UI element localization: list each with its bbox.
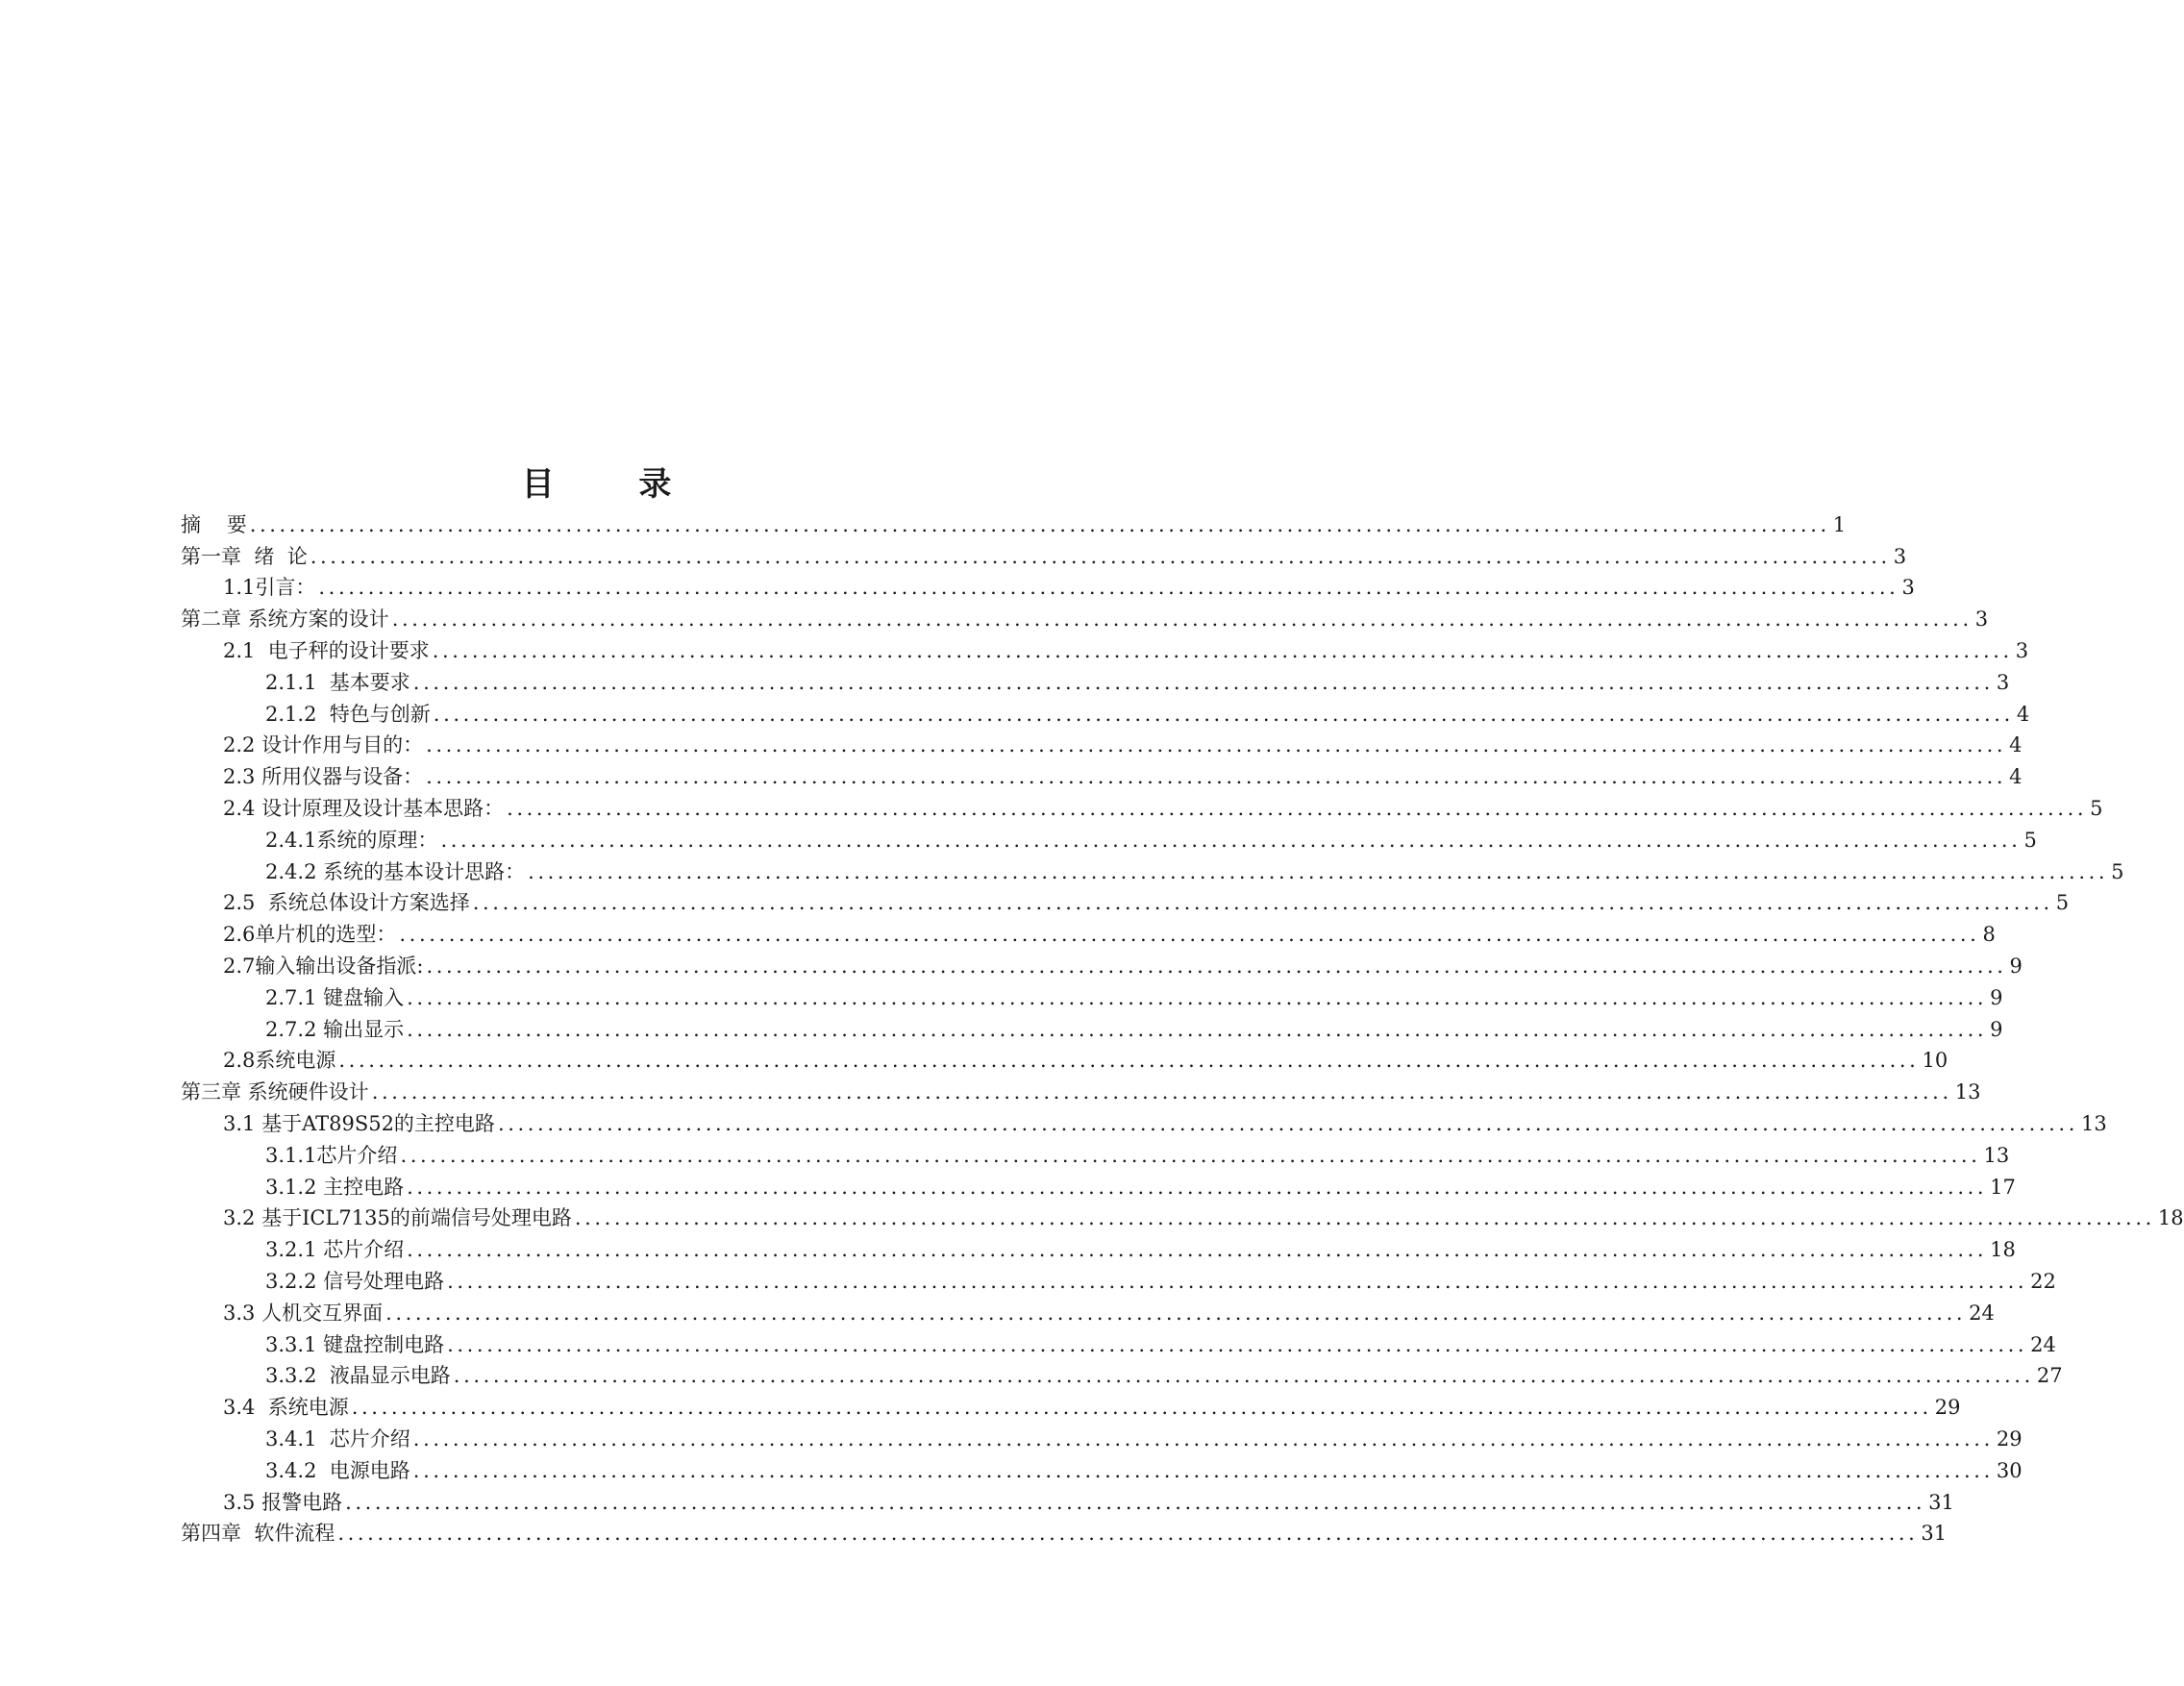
- toc-dot-leader: ................................................................................................................................................................: [412, 670, 1994, 694]
- toc-entry-label: 第三章 系统硬件设计: [181, 1080, 369, 1104]
- toc-entry[interactable]: [181, 1326, 2056, 1357]
- toc-dot-leader: ................................................................................................................................................................: [391, 607, 1973, 632]
- toc-entry-page: 18: [1990, 1238, 2016, 1262]
- toc-entry-page: 5: [2111, 859, 2124, 883]
- toc-entry-page: 4: [2009, 733, 2023, 757]
- toc-dot-leader: ................................................................................................................................................................: [507, 796, 2088, 820]
- toc-entry[interactable]: [181, 1168, 2016, 1200]
- toc-entry[interactable]: [181, 947, 2023, 979]
- toc-entry-label: 3.4.2 电源电路: [265, 1458, 410, 1482]
- toc-dot-leader: ................................................................................................................................................................: [338, 1049, 1920, 1073]
- toc-entry-page: 4: [2009, 765, 2023, 789]
- toc-dot-leader: ................................................................................................................................................................: [447, 1269, 2028, 1293]
- toc-dot-leader: ................................................................................................................................................................: [453, 1364, 2034, 1388]
- toc-entry-page: 31: [1928, 1490, 1954, 1514]
- toc-dot-leader: ................................................................................................................................................................: [497, 1111, 2078, 1135]
- toc-entry-page: 29: [1934, 1396, 1961, 1420]
- toc-entry-page: 3: [2015, 638, 2029, 662]
- toc-entry-label: 3.1.1芯片介绍: [265, 1143, 398, 1167]
- toc-dot-leader: ................................................................................................................................................................: [440, 828, 2022, 852]
- toc-dot-leader: ................................................................................................................................................................: [407, 1017, 1988, 1041]
- toc-dot-leader: ................................................................................................................................................................: [318, 576, 1899, 600]
- toc-entry-page: 3: [1974, 607, 1989, 632]
- toc-entry-page: 3: [1893, 544, 1907, 568]
- toc-entry-label: 2.8系统电源: [223, 1049, 336, 1073]
- toc-entry-label: 2.7输入输出设备指派:: [223, 954, 424, 978]
- toc-entry[interactable]: [181, 663, 2010, 695]
- toc-entry[interactable]: [181, 537, 1907, 569]
- toc-dot-leader: ................................................................................................................................................................: [426, 765, 2007, 789]
- toc-entry-page: 29: [1996, 1426, 2023, 1450]
- toc-dot-leader: ................................................................................................................................................................: [426, 733, 2007, 757]
- toc-entry[interactable]: [181, 1136, 2010, 1168]
- toc-entry-label: 2.3 所用仪器与设备：: [223, 765, 424, 789]
- toc-dot-leader: ................................................................................................................................................................: [371, 1080, 1952, 1104]
- toc-entry[interactable]: [181, 1294, 1995, 1326]
- toc-dot-leader: ................................................................................................................................................................: [412, 1426, 1994, 1450]
- toc-entry[interactable]: [181, 1262, 2056, 1294]
- toc-entry[interactable]: [181, 915, 1996, 947]
- toc-entry-page: 13: [1954, 1080, 1981, 1104]
- toc-entry-label: 2.2 设计作用与目的：: [223, 733, 424, 757]
- toc-entry-label: 2.6单片机的选型：: [223, 923, 397, 947]
- toc-entry[interactable]: [181, 1357, 2063, 1389]
- toc-entry[interactable]: [181, 884, 2070, 916]
- toc-entry-page: 9: [2009, 954, 2023, 978]
- toc-entry-label: 3.2 基于ICL7135的前端信号处理电路: [223, 1206, 572, 1230]
- toc-entry[interactable]: [181, 569, 1915, 601]
- toc-entry-label: 2.1.1 基本要求: [265, 670, 410, 694]
- toc-entry-label: 2.4 设计原理及设计基本思路：: [223, 796, 505, 820]
- toc-entry-label: 2.1 电子秤的设计要求: [223, 638, 430, 662]
- toc-entry[interactable]: [181, 1200, 2184, 1231]
- toc-entry-page: 13: [1983, 1143, 2010, 1167]
- toc-entry-page: 9: [1990, 1017, 2003, 1041]
- toc-entry-page: 18: [2157, 1206, 2184, 1230]
- toc-dot-leader: ................................................................................................................................................................: [400, 1143, 1981, 1167]
- toc-entry[interactable]: [181, 1420, 2023, 1451]
- toc-entry-label: 2.1.2 特色与创新: [265, 702, 431, 726]
- toc-entry-page: 1: [1832, 512, 1847, 536]
- toc-dot-leader: ................................................................................................................................................................: [345, 1490, 1926, 1514]
- toc-entry-label: 3.2.2 信号处理电路: [265, 1269, 445, 1293]
- toc-entry-page: 24: [1969, 1301, 1995, 1325]
- toc-entry[interactable]: [181, 1388, 1961, 1420]
- toc-entry[interactable]: [181, 695, 2030, 727]
- toc-entry-page: 4: [2016, 702, 2030, 726]
- toc-entry-page: 5: [2023, 828, 2037, 852]
- toc-dot-leader: ................................................................................................................................................................: [351, 1396, 1932, 1420]
- toc-entry[interactable]: [181, 1073, 1981, 1104]
- toc-entry-page: 3: [1996, 670, 2010, 694]
- toc-entry-page: 22: [2030, 1269, 2056, 1293]
- toc-entry[interactable]: [181, 821, 2037, 853]
- toc-entry-page: 5: [2090, 796, 2103, 820]
- toc-entry[interactable]: [181, 757, 2023, 789]
- toc-entry-page: 31: [1921, 1522, 1948, 1546]
- toc-entry[interactable]: [181, 632, 2029, 663]
- toc-dot-leader: ................................................................................................................................................................: [472, 891, 2053, 915]
- toc-entry-label: 1.1引言：: [223, 576, 316, 600]
- toc-entry-label: 第二章 系统方案的设计: [181, 607, 389, 632]
- toc-entry[interactable]: [181, 600, 1989, 632]
- toc-entry[interactable]: [181, 1104, 2107, 1136]
- toc-entry-label: 第一章 绪 论: [181, 544, 308, 568]
- toc-entry-label: 3.3 人机交互界面: [223, 1301, 384, 1325]
- toc-entry-page: 17: [1990, 1175, 2016, 1199]
- toc-entry-page: 3: [1901, 576, 1915, 600]
- toc-dot-leader: ................................................................................................................................................................: [407, 985, 1988, 1009]
- toc-entry-label: 2.4.2 系统的基本设计思路：: [265, 859, 526, 883]
- toc-entry-label: 3.2.1 芯片介绍: [265, 1238, 405, 1262]
- toc-entry-label: 3.4 系统电源: [223, 1396, 349, 1420]
- toc-entry-label: 2.5 系统总体设计方案选择: [223, 891, 470, 915]
- toc-dot-leader: ................................................................................................................................................................: [385, 1301, 1967, 1325]
- toc-entry-label: 2.7.1 键盘输入: [265, 985, 405, 1009]
- toc-entry-page: 8: [1982, 923, 1996, 947]
- toc-dot-leader: ................................................................................................................................................................: [426, 954, 2007, 978]
- toc-entry-label: 3.1 基于AT89S52的主控电路: [223, 1111, 495, 1135]
- toc-entry[interactable]: [181, 979, 2003, 1010]
- toc-title: 目 录: [521, 465, 708, 504]
- toc-entry[interactable]: [181, 853, 2124, 884]
- toc-entry-label: 2.7.2 输出显示: [265, 1017, 405, 1041]
- toc-entry[interactable]: [181, 1230, 2016, 1262]
- toc-entry-page: 5: [2055, 891, 2070, 915]
- toc-entry-label: 3.3.2 液晶显示电路: [265, 1364, 451, 1388]
- toc-dot-leader: ................................................................................................................................................................: [337, 1522, 1919, 1546]
- toc-dot-leader: ................................................................................................................................................................: [399, 923, 1980, 947]
- toc-entry-page: 30: [1996, 1458, 2023, 1482]
- toc-entry[interactable]: [181, 727, 2023, 758]
- toc-dot-leader: ................................................................................................................................................................: [407, 1175, 1988, 1199]
- toc-entry-page: 27: [2036, 1364, 2063, 1388]
- toc-entry[interactable]: [181, 789, 2103, 821]
- toc-entry[interactable]: [181, 1451, 2023, 1483]
- toc-dot-leader: ................................................................................................................................................................: [528, 859, 2109, 883]
- toc-entry-page: 10: [1922, 1049, 1948, 1073]
- toc-entry-page: 13: [2080, 1111, 2107, 1135]
- toc-entry[interactable]: [181, 1010, 2003, 1042]
- toc-entry-label: 2.4.1系统的原理：: [265, 828, 438, 852]
- toc-entry-page: 24: [2030, 1332, 2056, 1356]
- toc-dot-leader: ................................................................................................................................................................: [249, 512, 1830, 536]
- table-of-contents: [181, 506, 2184, 1546]
- toc-entry-label: 3.3.1 键盘控制电路: [265, 1332, 445, 1356]
- toc-entry-label: 3.1.2 主控电路: [265, 1175, 405, 1199]
- toc-entry-label: 摘 要: [181, 512, 247, 536]
- toc-entry-label: 第四章 软件流程: [181, 1522, 335, 1546]
- toc-entry[interactable]: [181, 506, 1847, 537]
- toc-entry[interactable]: [181, 1042, 1948, 1074]
- toc-dot-leader: ................................................................................................................................................................: [432, 638, 2013, 662]
- toc-dot-leader: ................................................................................................................................................................: [412, 1458, 1994, 1482]
- toc-dot-leader: ................................................................................................................................................................: [574, 1206, 2155, 1230]
- toc-entry-page: 9: [1990, 985, 2003, 1009]
- toc-dot-leader: ................................................................................................................................................................: [433, 702, 2014, 726]
- toc-entry[interactable]: [181, 1483, 1954, 1515]
- toc-entry-label: 3.5 报警电路: [223, 1490, 343, 1514]
- toc-dot-leader: ................................................................................................................................................................: [310, 544, 1891, 568]
- toc-entry[interactable]: [181, 1515, 1948, 1547]
- toc-dot-leader: ................................................................................................................................................................: [447, 1332, 2028, 1356]
- toc-entry-label: 3.4.1 芯片介绍: [265, 1426, 410, 1450]
- toc-dot-leader: ................................................................................................................................................................: [407, 1238, 1988, 1262]
